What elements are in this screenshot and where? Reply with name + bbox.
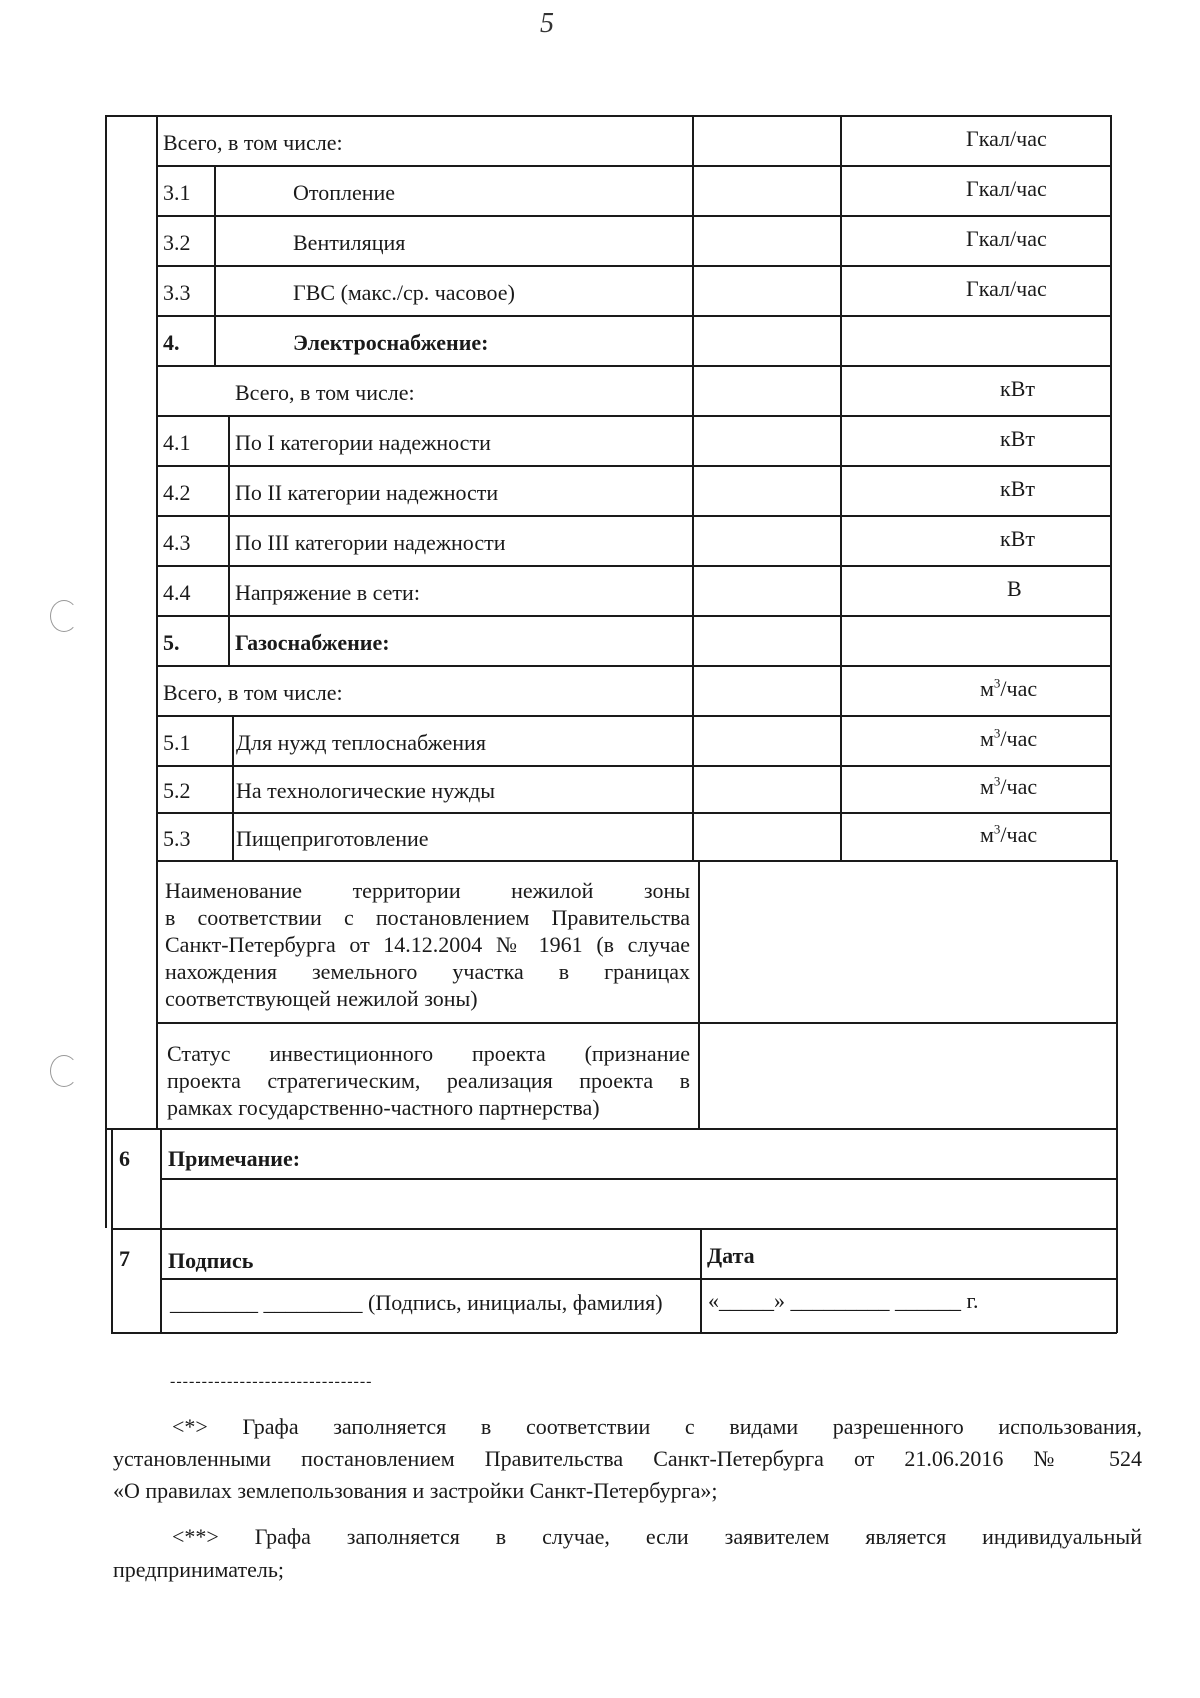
row-3-2-num: 3.2	[163, 230, 191, 255]
row-5-1-label: Для нужд теплоснабжения	[236, 730, 486, 755]
note-label: Примечание:	[168, 1146, 301, 1171]
date-label: Дата	[707, 1243, 755, 1268]
row-5-3-label: Пищеприготовление	[236, 826, 429, 851]
row-3-3-label: ГВС (макс./ср. часовое)	[293, 280, 515, 305]
row-4-3-num: 4.3	[163, 530, 191, 555]
section-5-label: Газоснабжение:	[235, 630, 390, 655]
row-total-5-label: Всего, в том числе:	[163, 680, 343, 705]
row-5-1-num: 5.1	[163, 730, 191, 755]
row-4-1-label: По I категории надежности	[235, 430, 491, 455]
row-3-1-num: 3.1	[163, 180, 191, 205]
row-3-3-unit: Гкал/час	[966, 276, 1047, 301]
row-3-3-num: 3.3	[163, 280, 191, 305]
row-5-3-num: 5.3	[163, 826, 191, 851]
date-field[interactable]: «_____» _________ ______ г.	[708, 1288, 979, 1313]
row-total-3-label: Всего, в том числе:	[163, 130, 343, 155]
section-4-label: Электроснабжение:	[293, 330, 489, 355]
section-5-num: 5.	[163, 630, 180, 655]
row-3-1-label: Отопление	[293, 180, 396, 205]
row-3-2-label: Вентиляция	[293, 230, 406, 255]
row-5-2-num: 5.2	[163, 778, 191, 803]
footnote-separator: --------------------------------	[170, 1373, 373, 1390]
binder-hole-top	[50, 600, 78, 632]
row-5-3-unit: $м^3$/час	[980, 821, 1038, 847]
section-4-num: 4.	[163, 330, 180, 355]
row-4-1-num: 4.1	[163, 430, 191, 455]
row-4-3-unit: кВт	[1000, 526, 1035, 551]
row-5-2-unit: $м^3$/час	[980, 773, 1038, 799]
page-number: 5	[540, 8, 554, 39]
row-total-3-unit: Гкал/час	[966, 126, 1047, 151]
row-total-4-label: Всего, в том числе:	[235, 380, 415, 405]
row-4-2-label: По II категории надежности	[235, 480, 499, 505]
note-field[interactable]	[162, 1180, 1115, 1227]
row-4-3-label: По III категории надежности	[235, 530, 506, 555]
row-3-2-unit: Гкал/час	[966, 226, 1047, 251]
binder-hole-bottom	[50, 1055, 78, 1087]
row-4-2-num: 4.2	[163, 480, 191, 505]
row-4-2-unit: кВт	[1000, 476, 1035, 501]
row-6-num: 6	[119, 1146, 130, 1171]
signature-label: Подпись	[168, 1248, 254, 1273]
row-7-num: 7	[119, 1246, 130, 1271]
row-4-4-num: 4.4	[163, 580, 191, 605]
row-total-4-unit: кВт	[1000, 376, 1035, 401]
row-5-2-label: На технологические нужды	[236, 778, 496, 803]
row-4-4-label: Напряжение в сети:	[235, 580, 420, 605]
row-4-4-unit: В	[1007, 576, 1022, 601]
signature-field[interactable]: ________ _________ (Подпись, инициалы, фамилия)	[170, 1290, 663, 1315]
row-4-1-unit: кВт	[1000, 426, 1035, 451]
row-3-1-unit: Гкал/час	[966, 176, 1047, 201]
row-5-1-unit: $м^3$/час	[980, 725, 1038, 751]
row-total-5-unit: $м^3$/час	[980, 675, 1038, 701]
